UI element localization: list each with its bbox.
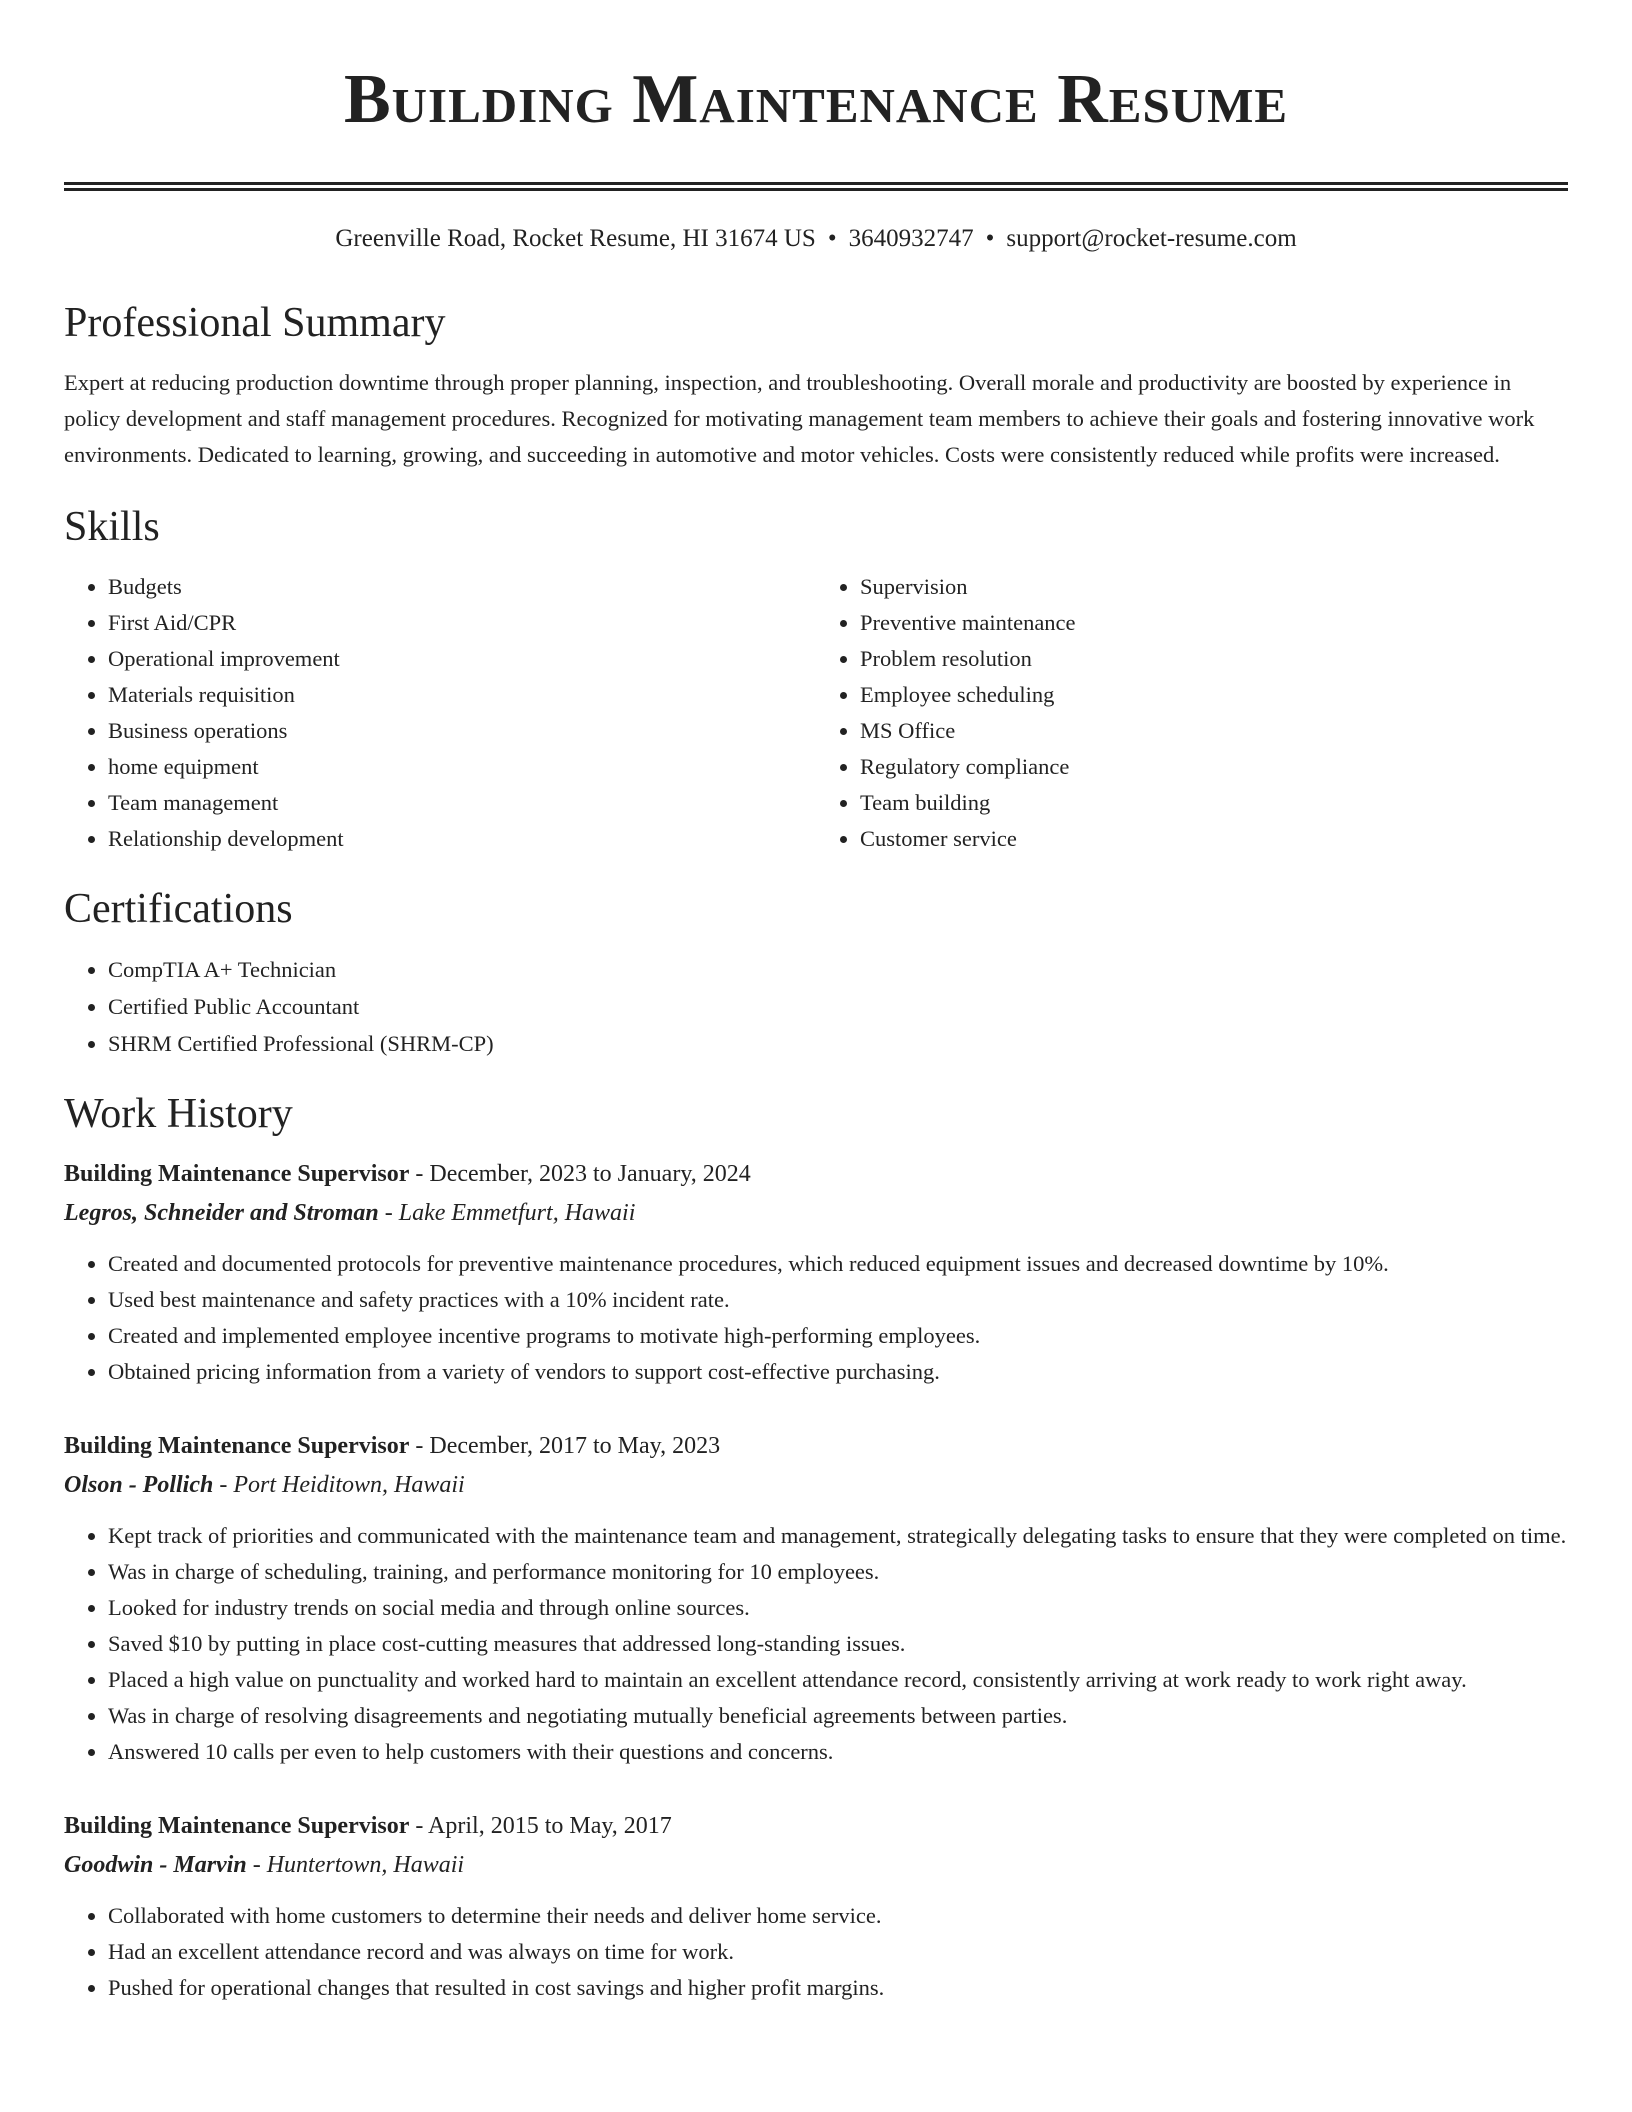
job-entry	[64, 1154, 1568, 1390]
contact-separator: •	[985, 225, 995, 252]
job-title: Building Maintenance Supervisor	[64, 1433, 410, 1459]
certifications-list	[64, 951, 1568, 1062]
job-title-line: Building Maintenance Supervisor - April, 2015 to May, 2017	[64, 1813, 672, 1839]
job-bullet: • Pushed for operational changes that resulted in cost savings and higher profit margins.	[108, 1970, 1568, 2006]
title-divider	[64, 182, 1568, 191]
skills-heading: Skills	[64, 504, 160, 550]
contact-email: support@rocket-resume.com	[1006, 225, 1297, 252]
summary-heading: Professional Summary	[64, 300, 446, 346]
skill-item: • Supervision	[860, 569, 1568, 605]
company-name: Goodwin - Marvin	[64, 1852, 247, 1878]
skills-columns	[64, 569, 1568, 857]
skill-item: • Preventive maintenance	[860, 605, 1568, 641]
company-line: Olson - Pollich - Port Heiditown, Hawaii	[64, 1472, 465, 1498]
job-bullet: • Obtained pricing information from a variety of vendors to support cost-effective purchasing.	[108, 1354, 1568, 1390]
job-bullets	[64, 1898, 1568, 2006]
job-bullet: • Used best maintenance and safety practices with a 10% incident rate.	[108, 1282, 1568, 1318]
job-bullet: • Created and documented protocols for preventive maintenance procedures, which reduced equipment issues and decreased downtime by 10%.	[108, 1246, 1568, 1282]
skill-item: • Problem resolution	[860, 641, 1568, 677]
skill-item: • MS Office	[860, 713, 1568, 749]
certification-item: • SHRM Certified Professional (SHRM-CP)	[108, 1025, 1568, 1062]
work-history-heading: Work History	[64, 1091, 293, 1137]
certifications-heading: Certifications	[64, 886, 293, 932]
job-bullet: • Created and implemented employee incentive programs to motivate high-performing employees.	[108, 1318, 1568, 1354]
job-bullet: • Kept track of priorities and communicated with the maintenance team and management, strategically delegating tasks to ensure that they were completed on time.	[108, 1518, 1568, 1554]
job-bullet: • Was in charge of resolving disagreements and negotiating mutually beneficial agreements between parties.	[108, 1698, 1568, 1734]
skill-item: • Materials requisition	[108, 677, 816, 713]
contact-separator: •	[827, 225, 837, 252]
skill-item: • Team management	[108, 785, 816, 821]
job-bullets	[64, 1246, 1568, 1390]
company-location: Port Heiditown, Hawaii	[233, 1472, 465, 1498]
company-location: Lake Emmetfurt, Hawaii	[398, 1200, 636, 1226]
job-bullet: • Answered 10 calls per even to help customers with their questions and concerns.	[108, 1734, 1568, 1770]
job-bullet: • Was in charge of scheduling, training, and performance monitoring for 10 employees.	[108, 1554, 1568, 1590]
job-dates: April, 2015 to May, 2017	[428, 1813, 672, 1839]
job-title: Building Maintenance Supervisor	[64, 1161, 410, 1187]
contact-line	[64, 223, 1568, 255]
job-bullet: • Looked for industry trends on social media and through online sources.	[108, 1590, 1568, 1626]
company-line: Legros, Schneider and Stroman - Lake Emmetfurt, Hawaii	[64, 1200, 636, 1226]
skills-right-list	[816, 569, 1568, 857]
company-line: Goodwin - Marvin - Huntertown, Hawaii	[64, 1852, 465, 1878]
skill-item: • Relationship development	[108, 821, 816, 857]
job-title: Building Maintenance Supervisor	[64, 1813, 410, 1839]
company-name: Legros, Schneider and Stroman	[64, 1200, 379, 1226]
skill-item: • Customer service	[860, 821, 1568, 857]
skill-item: • Regulatory compliance	[860, 749, 1568, 785]
skill-item: • Business operations	[108, 713, 816, 749]
job-title-line: Building Maintenance Supervisor - December, 2023 to January, 2024	[64, 1161, 751, 1187]
summary-text: Expert at reducing production downtime through proper planning, inspection, and troubleshooting. Overall morale and productivity are boosted by experience in policy development and staff management procedures. Recognized for motivating management team members to achieve their goals and fostering innovative work environments. Dedicated to learning, growing, and succeeding in automotive and motor vehicles. Costs were consistently reduced while profits were increased.	[64, 370, 1535, 467]
skill-item: • Operational improvement	[108, 641, 816, 677]
contact-address: Greenville Road, Rocket Resume, HI 31674 US	[335, 225, 816, 252]
company-name: Olson - Pollich	[64, 1472, 214, 1498]
job-bullet: • Had an excellent attendance record and was always on time for work.	[108, 1934, 1568, 1970]
job-dates: December, 2017 to May, 2023	[429, 1433, 721, 1459]
job-bullet: • Placed a high value on punctuality and worked hard to maintain an excellent attendance record, consistently arriving at work ready to work right away.	[108, 1662, 1568, 1698]
skill-item: • First Aid/CPR	[108, 605, 816, 641]
job-title-line: Building Maintenance Supervisor - December, 2017 to May, 2023	[64, 1433, 721, 1459]
resume-page	[64, 0, 1568, 2006]
skill-item: • Team building	[860, 785, 1568, 821]
job-entry	[64, 1426, 1568, 1770]
job-bullet: • Collaborated with home customers to determine their needs and deliver home service.	[108, 1898, 1568, 1934]
contact-phone: 3640932747	[848, 225, 974, 252]
skill-item: • Budgets	[108, 569, 816, 605]
skill-item: • Employee scheduling	[860, 677, 1568, 713]
job-entry	[64, 1806, 1568, 2006]
job-dates: December, 2023 to January, 2024	[429, 1161, 751, 1187]
certification-item: • Certified Public Accountant	[108, 988, 1568, 1025]
skills-left-list	[64, 569, 816, 857]
job-bullet: • Saved $10 by putting in place cost-cutting measures that addressed long-standing issues.	[108, 1626, 1568, 1662]
resume-title: Building Maintenance Resume	[343, 61, 1289, 138]
skill-item: • home equipment	[108, 749, 816, 785]
certification-item: • CompTIA A+ Technician	[108, 951, 1568, 988]
company-location: Huntertown, Hawaii	[266, 1852, 465, 1878]
job-bullets	[64, 1518, 1568, 1770]
